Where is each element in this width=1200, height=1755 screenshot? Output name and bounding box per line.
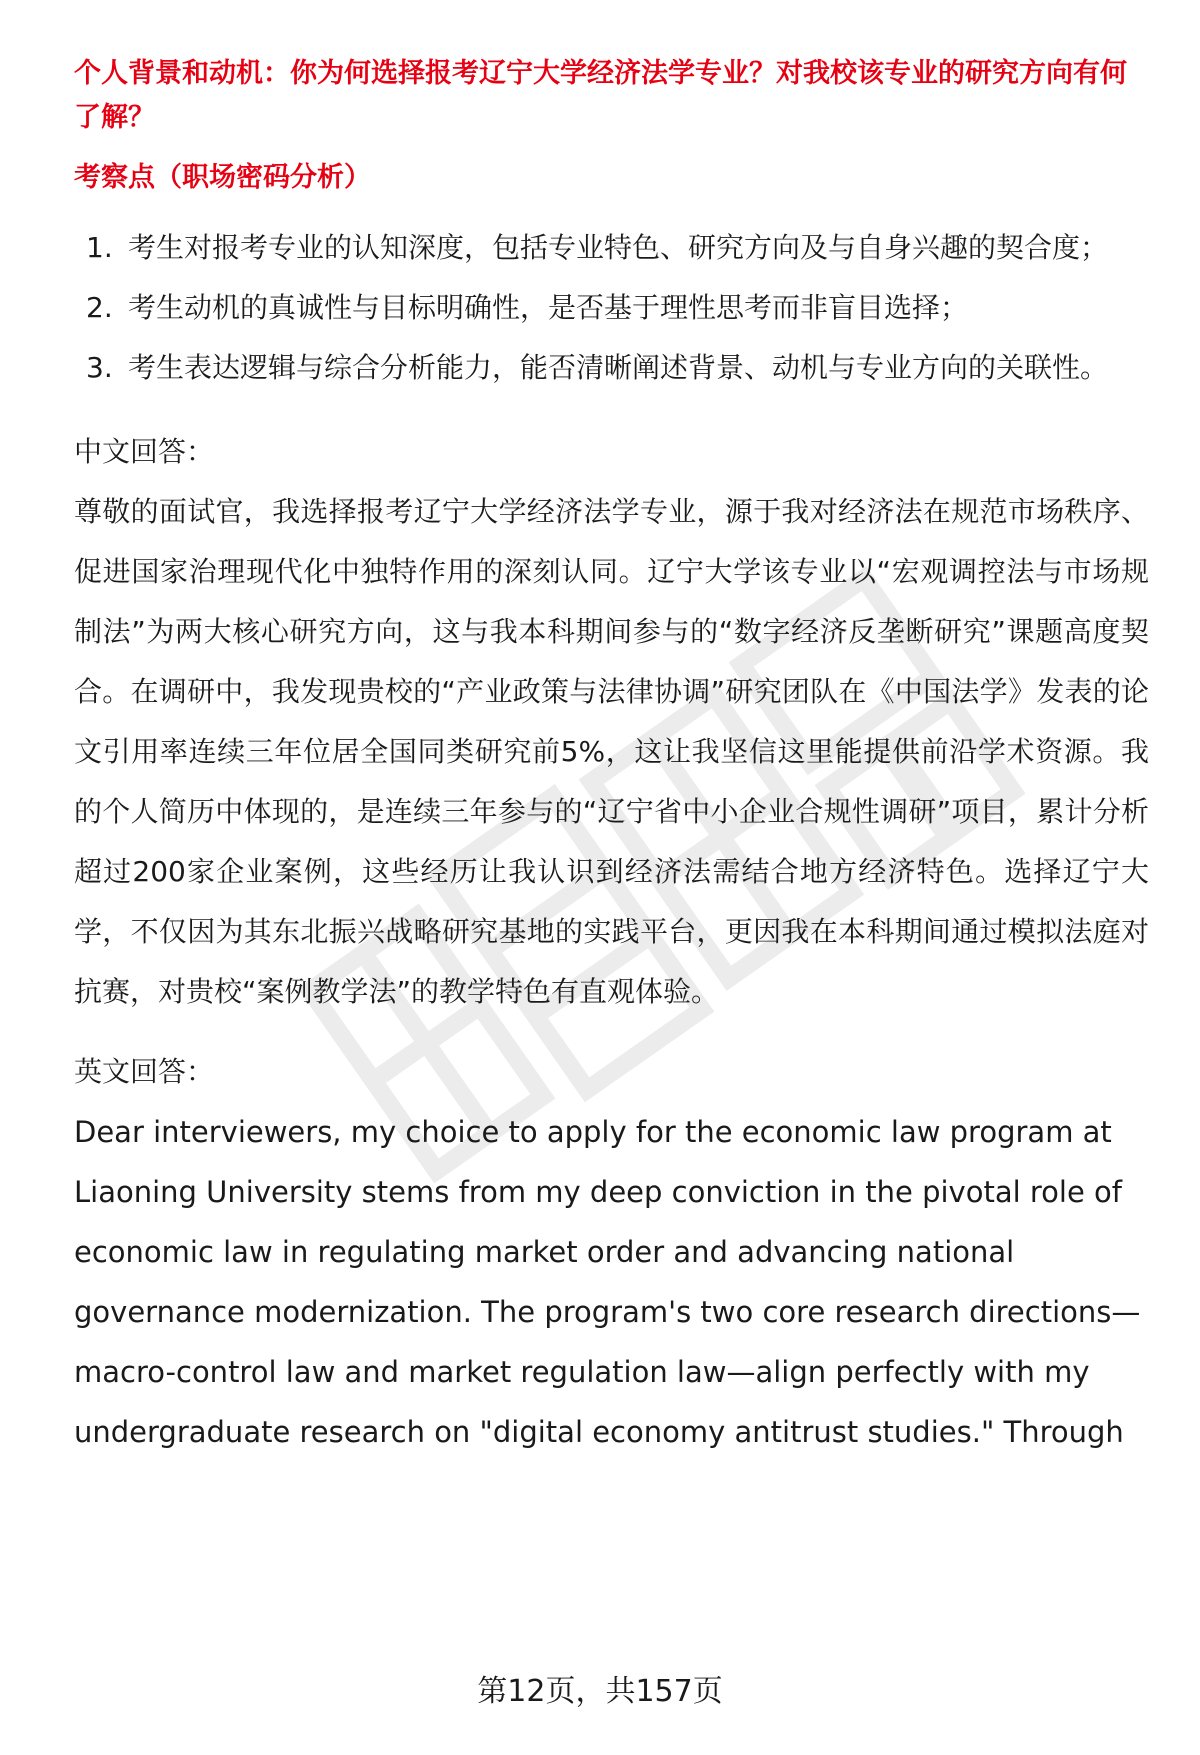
point-number: 2.	[86, 291, 113, 324]
chinese-answer-text: 尊敬的面试官，我选择报考辽宁大学经济法学专业，源于我对经济法在规范市场秩序、促进国家治理现代化中独特作用的深刻认同。辽宁大学该专业以“宏观调控法与市场规制法”为两大核心研究方向，这与我本科期间参与的“数字经济反垄断研究”课题高度契合。在调研中，我发现贵校的“产业政策与法律协调”研究团队在《中国法学》发表的论文引用率连续三年位居全国同类研究前5%，这让我坚信这里能提供前沿学术资源。我的个人简历中体现的，是连续三年参与的“辽宁省中小企业合规性调研”项目，累计分析超过200家企业案例，这些经历让我认识到经济法需结合地方经济特色。选择辽宁大学，不仅因为其东北振兴战略研究基地的实践平台，更因我在本科期间通过模拟法庭对抗赛，对贵校“案例教学法”的教学特色有直观体验。	[74, 495, 1149, 1008]
assessment-point	[74, 338, 1149, 398]
english-answer-text: Dear interviewers, my choice to apply for the economic law program at Liaoning University stems from my deep conviction in the pivotal role of economic law in regulating market order and advancing national governance modernization. The program's two core research directions—macro-control law and market regulation law—align perfectly with my undergraduate research on "digital economy antitrust studies." Through	[74, 1115, 1141, 1449]
assessment-point	[74, 218, 1149, 278]
assessment-heading: 考察点（职场密码分析）	[74, 162, 371, 193]
english-answer-label: 英文回答：	[74, 1055, 215, 1088]
point-number: 3.	[86, 351, 113, 384]
document-page	[74, 52, 1149, 1462]
page-footer: 第12页，共157页	[477, 1674, 723, 1709]
assessment-points-list	[74, 218, 1149, 398]
question-heading: 个人背景和动机：你为何选择报考辽宁大学经济法学专业？对我校该专业的研究方向有何了解？	[74, 58, 1127, 133]
point-text: 考生对报考专业的认知深度，包括专业特色、研究方向及与自身兴趣的契合度；	[128, 231, 1109, 264]
chinese-answer-label: 中文回答：	[74, 435, 215, 468]
assessment-point	[74, 278, 1149, 338]
point-text: 考生动机的真诚性与目标明确性，是否基于理性思考而非盲目选择；	[128, 291, 969, 324]
point-number: 1.	[86, 231, 113, 264]
point-text: 考生表达逻辑与综合分析能力，能否清晰阐述背景、动机与专业方向的关联性。	[128, 351, 1109, 384]
